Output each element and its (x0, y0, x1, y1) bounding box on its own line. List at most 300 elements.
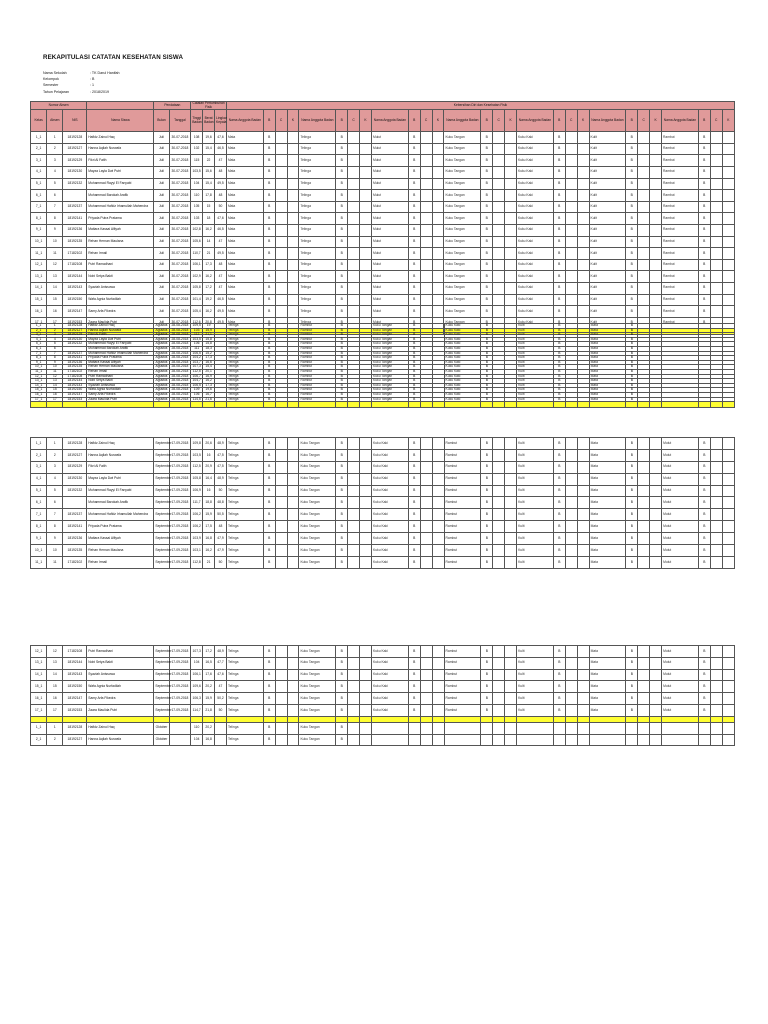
cell-c (493, 734, 505, 746)
cell-b: B (553, 545, 565, 557)
cell-nama: Zaara Maulida Putri (87, 317, 154, 329)
cell-nama: Maitara Kassai Alfiyah (87, 533, 154, 545)
cell-tinggi: 103,9 (191, 533, 203, 545)
cell-absen: 15 (47, 681, 63, 693)
cell-k (432, 556, 444, 568)
cell-c (348, 224, 360, 236)
cell-k (287, 533, 299, 545)
cell-k (722, 166, 734, 178)
cell-anggota-badan: Telinga (226, 556, 263, 568)
cell-k (287, 132, 299, 144)
cell-bulan: September (154, 693, 169, 705)
cell-k (360, 646, 372, 658)
cell-k (360, 521, 372, 533)
cell-nis: 17182102 (63, 369, 87, 374)
cell-k (360, 282, 372, 294)
cell-c (565, 449, 577, 461)
cell-b: B (553, 693, 565, 705)
cell-anggota-badan: Kuku Tangan (299, 461, 336, 473)
cell-anggota-badan: Telinga (226, 324, 263, 329)
table-row (31, 213, 735, 225)
cell-k (650, 722, 662, 734)
cell-k (505, 461, 517, 473)
cell-anggota-badan: Kuku Tangan (299, 556, 336, 568)
cell-anggota-badan: Kuku Kaki (372, 497, 409, 509)
cell-kelas: 15_1 (31, 681, 47, 693)
cell-b: B (336, 722, 348, 734)
cell-berat: 16,2 (203, 271, 215, 283)
cell-bulan: Agustus (155, 382, 168, 387)
cell-b: B (263, 166, 275, 178)
cell-b: B (481, 374, 493, 379)
cell-b: B (553, 213, 565, 225)
header-berat: Berat Badan (203, 110, 215, 132)
cell-anggota-badan: Kuku Kaki (372, 473, 409, 485)
cell-k (432, 545, 444, 557)
cell-anggota-badan: Telinga (226, 333, 263, 338)
cell-nis: 17182108 (63, 646, 87, 658)
cell-kelas: 16_1 (31, 693, 47, 705)
cell-tanggal: 17-09-2018 (169, 449, 191, 461)
cell-c (710, 722, 722, 734)
cell-bulan: Agustus (155, 368, 168, 373)
cell-k (505, 143, 517, 155)
cell-nis: 18192136 (63, 533, 87, 545)
cell-k (505, 201, 517, 213)
cell-nama: Wafa Agnia Nurfadilah (87, 388, 154, 393)
cell-k (505, 485, 517, 497)
cell-k (577, 556, 589, 568)
cell-b: B (626, 132, 638, 144)
cell-b: B (626, 236, 638, 248)
cell-b: B (336, 248, 348, 260)
cell-c (565, 693, 577, 705)
cell-c (348, 556, 360, 568)
cell-kelas: 8_1 (31, 356, 47, 361)
cell-kelas: 14_1 (31, 282, 47, 294)
cell-b: B (626, 346, 638, 351)
cell-k (650, 236, 662, 248)
cell-anggota-badan: Telinga (226, 473, 263, 485)
cell-b: B (336, 155, 348, 167)
cell-b: B (336, 704, 348, 716)
cell-anggota-badan: Kuku Tangan (299, 438, 336, 450)
cell-c (638, 722, 650, 734)
cell-berat: 16,2 (203, 224, 215, 236)
cell-c (710, 155, 722, 167)
cell-berat: 17,6 (203, 669, 215, 681)
cell-c (565, 473, 577, 485)
cell-nis: 17182108 (63, 374, 87, 379)
cell-tanggal: 28-08-2018 (169, 383, 191, 388)
cell-anggota-badan: Kuku Tangan (444, 132, 481, 144)
cell-b: B (626, 473, 638, 485)
cell-anggota-badan: Kulit (517, 392, 554, 397)
cell-b: B (553, 669, 565, 681)
cell-k (577, 236, 589, 248)
cell-absen: 1 (47, 132, 63, 144)
cell-b: B (626, 449, 638, 461)
cell-b: B (336, 521, 348, 533)
cell-b: B (336, 392, 348, 397)
cell-b: B (263, 317, 275, 329)
cell-k (432, 485, 444, 497)
cell-c (638, 669, 650, 681)
cell-c (565, 213, 577, 225)
header-nama-anggota: Nama Anggota Badan (299, 110, 336, 132)
cell-b: B (698, 236, 710, 248)
cell-c (638, 306, 650, 318)
cell-k (432, 143, 444, 155)
cell-b: B (481, 461, 493, 473)
cell-absen: 12 (47, 374, 63, 379)
cell-anggota-badan: Mulut (662, 704, 699, 716)
cell-c (565, 294, 577, 306)
cell-berat: 16,9 (203, 374, 215, 379)
cell-anggota-badan: Rambut (662, 317, 699, 329)
cell-k (577, 201, 589, 213)
cell-kelas: 10_1 (31, 365, 47, 370)
cell-anggota-badan: Telinga (226, 533, 263, 545)
cell-anggota-badan: Mulut (371, 155, 408, 167)
cell-tanggal: 30-07-2018 (169, 317, 191, 329)
cell-k (722, 533, 734, 545)
cell-anggota-badan: Rambut (662, 259, 699, 271)
cell-k (722, 282, 734, 294)
cell-c (420, 681, 432, 693)
cell-b: B (698, 693, 710, 705)
cell-berat: 16 (203, 485, 215, 497)
header-b: B (408, 110, 420, 132)
cell-absen: 9 (47, 533, 63, 545)
cell-k (650, 497, 662, 509)
cell-bulan: Agustus (155, 373, 168, 378)
cell-c (638, 693, 650, 705)
cell-b: B (336, 190, 348, 202)
cell-tinggi: 106,2 (191, 521, 203, 533)
cell-b: B (626, 166, 638, 178)
cell-anggota-badan: Rambut (662, 178, 699, 190)
cell-c (565, 521, 577, 533)
cell-anggota-badan: Kulit (589, 201, 626, 213)
cell-k (432, 681, 444, 693)
cell-b: B (408, 397, 420, 402)
cell-anggota-badan: Kuku Tangan (372, 374, 409, 379)
cell-k (287, 485, 299, 497)
cell-anggota-badan: Kuku Tangan (372, 337, 409, 342)
cell-b: B (336, 317, 348, 329)
cell-k (577, 722, 589, 734)
cell-absen: 6 (47, 190, 63, 202)
cell-k (577, 669, 589, 681)
cell-b: B (553, 346, 565, 351)
cell-anggota-badan: Telinga (299, 190, 336, 202)
cell-anggota-badan: Mata (589, 356, 626, 361)
cell-nis: 18192132 (63, 485, 87, 497)
cell-nis: 18192137 (63, 201, 87, 213)
cell-absen: 4 (47, 337, 63, 342)
cell-b: B (263, 438, 275, 450)
cell-k (722, 224, 734, 236)
cell-anggota-badan: Mata (226, 294, 263, 306)
cell-k (577, 704, 589, 716)
cell-b: B (408, 533, 420, 545)
cell-nis: 18192153 (63, 397, 87, 402)
cell-c (638, 294, 650, 306)
cell-b: B (263, 356, 275, 361)
cell-b: B (626, 155, 638, 167)
separator-cell (360, 402, 372, 408)
cell-berat: 19,6 (203, 132, 215, 144)
cell-k (722, 190, 734, 202)
cell-b: B (408, 485, 420, 497)
separator-cell (408, 402, 420, 408)
cell-anggota-badan: Kuku Tangan (372, 360, 409, 365)
cell-anggota-badan: Mulut (371, 317, 408, 329)
cell-absen: 2 (47, 734, 63, 746)
separator-row (31, 402, 735, 408)
cell-bulan: September (154, 521, 169, 533)
cell-anggota-badan: Kuku Kaki (444, 397, 481, 402)
cell-b: B (481, 333, 493, 338)
cell-absen: 1 (47, 324, 63, 329)
cell-nis: 18192144 (63, 379, 87, 384)
cell-berat: 15,4 (203, 178, 215, 190)
cell-b: B (408, 351, 420, 356)
cell-c (493, 722, 505, 734)
cell-b: B (698, 294, 710, 306)
cell-anggota-badan: Rambut (662, 132, 699, 144)
cell-tanggal: 17-09-2018 (169, 461, 191, 473)
cell-anggota-badan: Mulut (662, 521, 699, 533)
separator-cell (47, 402, 63, 408)
cell-bulan: Juli (154, 236, 169, 248)
cell-b: B (481, 259, 493, 271)
cell-c (638, 236, 650, 248)
cell-k (577, 521, 589, 533)
cell-tanggal: 28-08-2018 (169, 397, 191, 402)
cell-lingkar: 47,5 (215, 449, 227, 461)
cell-c (275, 722, 287, 734)
cell-c (420, 306, 432, 318)
cell-b: B (408, 521, 420, 533)
header-lingkar: Lingkar Kepala (215, 110, 227, 132)
cell-kelas: 1_1 (31, 324, 47, 329)
cell-k (650, 533, 662, 545)
cell-anggota-badan: Telinga (299, 282, 336, 294)
cell-anggota-badan: Telinga (226, 374, 263, 379)
cell-tanggal: 30-07-2018 (169, 178, 191, 190)
cell-k (287, 259, 299, 271)
cell-tanggal: 17-09-2018 (169, 497, 191, 509)
cell-nis: 18192127 (63, 449, 87, 461)
cell-anggota-badan: Mulut (662, 657, 699, 669)
cell-anggota-badan: Rambut (662, 282, 699, 294)
cell-lingkar: 47,7 (215, 657, 227, 669)
cell-b: B (481, 201, 493, 213)
cell-k (577, 693, 589, 705)
cell-kelas: 9_1 (31, 533, 47, 545)
cell-c (638, 473, 650, 485)
cell-k (650, 669, 662, 681)
cell-anggota-badan: Kulit (589, 259, 626, 271)
cell-anggota-badan: Kuku Kaki (444, 369, 481, 374)
cell-anggota-badan: Mata (589, 388, 626, 393)
cell-anggota-badan: Kuku Tangan (299, 657, 336, 669)
header-k: K (287, 110, 299, 132)
cell-tanggal: 17-09-2018 (169, 521, 191, 533)
cell-tanggal: 30-07-2018 (169, 166, 191, 178)
cell-c (565, 438, 577, 450)
cell-b: B (626, 282, 638, 294)
cell-kelas: 15_1 (31, 294, 47, 306)
cell-c (275, 438, 287, 450)
cell-b: B (263, 388, 275, 393)
cell-c (275, 693, 287, 705)
cell-tanggal: 17-09-2018 (169, 473, 191, 485)
cell-anggota-badan: Kuku Tangan (299, 669, 336, 681)
cell-b: B (481, 379, 493, 384)
separator-cell (517, 402, 554, 408)
cell-anggota-badan: Kulit (517, 693, 554, 705)
cell-c (348, 190, 360, 202)
cell-b: B (626, 379, 638, 384)
cell-absen: 16 (47, 306, 63, 318)
cell-anggota-badan: Kuku Tangan (299, 485, 336, 497)
cell-k (650, 143, 662, 155)
cell-k (287, 521, 299, 533)
cell-kelas: 6_1 (31, 497, 47, 509)
table-row (31, 461, 735, 473)
cell-b: B (408, 271, 420, 283)
table-row (31, 306, 735, 318)
cell-c (710, 485, 722, 497)
cell-k (287, 271, 299, 283)
cell-b: B (336, 178, 348, 190)
cell-b: B (481, 132, 493, 144)
cell-c (348, 143, 360, 155)
cell-lingkar: 48,8 (215, 497, 227, 509)
cell-bulan: September (154, 485, 169, 497)
cell-nama: Priyada Putra Pratama (87, 356, 154, 361)
cell-k (722, 438, 734, 450)
cell-k (577, 509, 589, 521)
cell-anggota-badan: Kuku Kaki (372, 669, 409, 681)
cell-b: B (553, 271, 565, 283)
cell-b: B (336, 271, 348, 283)
cell-anggota-badan: Mulut (662, 545, 699, 557)
cell-b: B (553, 224, 565, 236)
cell-anggota-badan: Mata (589, 383, 626, 388)
cell-b: B (263, 224, 275, 236)
cell-anggota-badan: Kuku Kaki (517, 248, 554, 260)
cell-c (348, 236, 360, 248)
cell-berat: 16,8 (203, 533, 215, 545)
cell-anggota-badan: Kuku Kaki (517, 224, 554, 236)
cell-nis: 18192141 (63, 356, 87, 361)
cell-tanggal: 17-09-2018 (169, 704, 191, 716)
cell-b: B (553, 337, 565, 342)
cell-b: B (263, 657, 275, 669)
cell-berat: 21 (203, 248, 215, 260)
cell-anggota-badan: Mata (226, 271, 263, 283)
cell-anggota-badan: Telinga (226, 328, 263, 333)
cell-b: B (481, 224, 493, 236)
cell-b: B (263, 143, 275, 155)
cell-b: B (263, 282, 275, 294)
info-label: Semester (43, 83, 59, 88)
cell-b: B (408, 374, 420, 379)
cell-b: B (336, 328, 348, 333)
cell-c (638, 681, 650, 693)
cell-kelas: 11_1 (31, 556, 47, 568)
cell-anggota-badan: Mata (589, 342, 626, 347)
cell-anggota-badan: Telinga (226, 646, 263, 658)
cell-anggota-badan: Mulut (662, 646, 699, 658)
cell-c (710, 166, 722, 178)
cell-nis: 18192135 (63, 236, 87, 248)
cell-tanggal: 17-09-2018 (169, 646, 191, 658)
cell-bulan: Oktober (154, 722, 169, 734)
cell-c (275, 533, 287, 545)
cell-anggota-badan: Telinga (226, 681, 263, 693)
cell-anggota-badan: Kulit (517, 473, 554, 485)
cell-anggota-badan: Kuku Kaki (372, 509, 409, 521)
cell-c (493, 509, 505, 521)
cell-anggota-badan: Mata (589, 545, 626, 557)
cell-b: B (263, 461, 275, 473)
header-c: C (638, 110, 650, 132)
table-row (31, 722, 735, 734)
cell-b: B (553, 704, 565, 716)
cell-k (722, 294, 734, 306)
cell-anggota-badan: Kuku Kaki (444, 383, 481, 388)
header-b: B (698, 110, 710, 132)
cell-c (493, 533, 505, 545)
cell-anggota-badan: Kuku Kaki (372, 533, 409, 545)
cell-anggota-badan (444, 734, 481, 746)
cell-anggota-badan: Kuku Kaki (444, 337, 481, 342)
cell-k (722, 248, 734, 260)
cell-c (420, 236, 432, 248)
cell-berat: 16,4 (203, 473, 215, 485)
cell-c (348, 485, 360, 497)
cell-c (565, 282, 577, 294)
cell-nis: 17182108 (63, 259, 87, 271)
cell-absen: 17 (47, 397, 63, 402)
cell-b: B (263, 155, 275, 167)
cell-k (722, 509, 734, 521)
cell-c (493, 213, 505, 225)
header-c: C (565, 110, 577, 132)
cell-c (493, 556, 505, 568)
cell-anggota-badan: Mulut (371, 224, 408, 236)
cell-k (577, 282, 589, 294)
cell-berat: 15,8 (203, 342, 215, 347)
header-b: B (553, 110, 565, 132)
cell-c (420, 497, 432, 509)
cell-b: B (263, 190, 275, 202)
cell-berat: 15,4 (203, 143, 215, 155)
cell-tinggi: 102 (191, 143, 203, 155)
cell-b: B (263, 646, 275, 658)
cell-c (493, 461, 505, 473)
cell-k (287, 657, 299, 669)
cell-tinggi: 103,5 (192, 336, 201, 341)
cell-anggota-badan: Kulit (517, 556, 554, 568)
cell-b: B (408, 693, 420, 705)
cell-anggota-badan: Rambut (299, 324, 336, 329)
